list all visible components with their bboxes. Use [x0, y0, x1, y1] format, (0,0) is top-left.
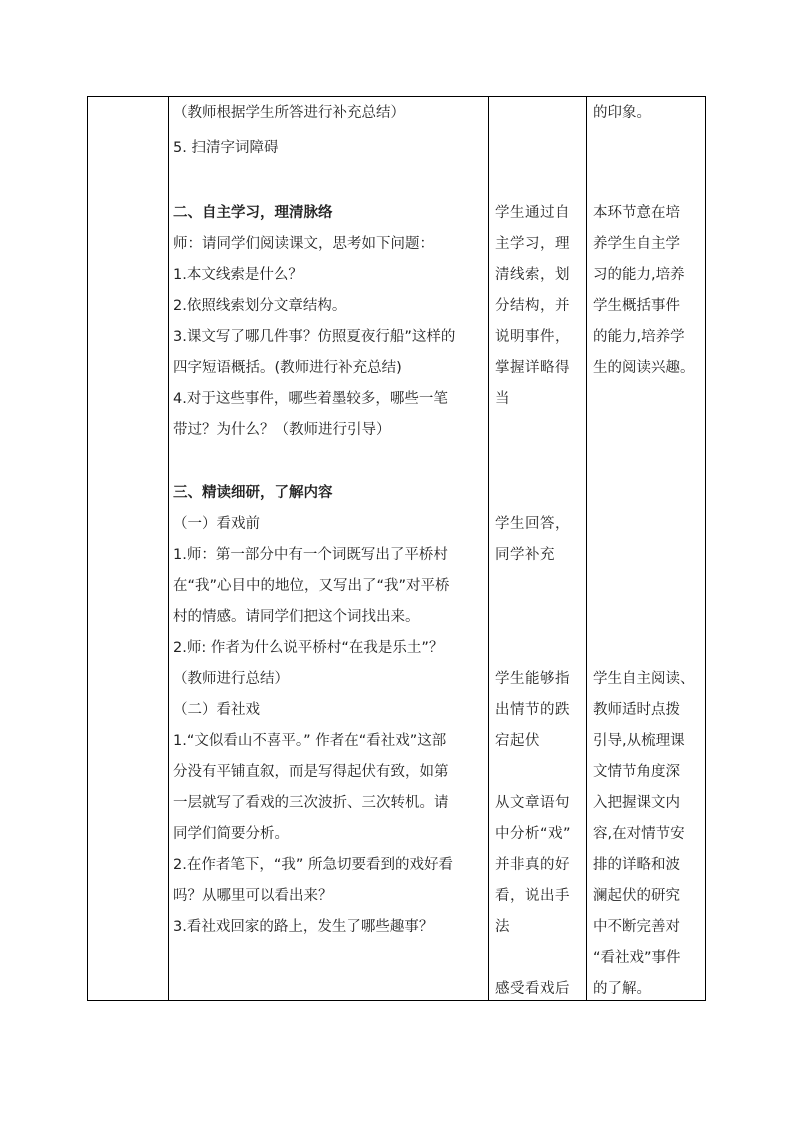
- student-activity-line: 感受看戏后: [495, 981, 570, 997]
- process-text-line: 一层就写了看戏的三次波折、三次转机。请: [173, 795, 449, 811]
- process-text-line: 四字短语概括。(教师进行补充总结): [173, 360, 402, 376]
- design-intent-line: 引导,从梳理课: [593, 733, 685, 749]
- process-text-line: 4.对于这些事件，哪些着墨较多，哪些一笔: [173, 391, 448, 407]
- student-activity-line: 主学习，理: [495, 236, 570, 252]
- column-divider: [168, 97, 169, 1000]
- student-activity-line: 说明事件，: [495, 329, 570, 345]
- student-activity-line: 分结构，并: [495, 298, 570, 314]
- process-text-line: 3.课文写了哪几件事？仿照夏夜行船”这样的: [173, 329, 456, 345]
- design-intent-line: 本环节意在培: [593, 205, 680, 221]
- process-text-line: （二）看社戏: [173, 702, 260, 718]
- design-intent-line: 教师适时点拨: [593, 702, 680, 718]
- process-text-line: 2.依照线索划分文章结构。: [173, 298, 347, 314]
- student-activity-line: 法: [495, 919, 510, 935]
- design-intent-line: 学生自主阅读、: [593, 671, 695, 687]
- student-activity-line: 看，说出手: [495, 888, 570, 904]
- design-intent-line: 学生概括事件: [593, 298, 680, 314]
- design-intent-line: 入把握课文内: [593, 795, 680, 811]
- student-activity-line: 从文章语句: [495, 795, 570, 811]
- student-activity-line: 中分析“戏”: [495, 826, 572, 842]
- student-activity-line: 学生能够指: [495, 671, 570, 687]
- design-intent-line: 排的详略和波: [593, 857, 680, 873]
- column-divider: [586, 97, 587, 1000]
- design-intent-line: 澜起伏的研究: [593, 888, 680, 904]
- phase-column: [88, 97, 168, 1000]
- process-text-line: （教师进行总结）: [173, 671, 289, 687]
- design-intent-line: “看社戏”事件: [593, 950, 681, 966]
- student-activity-line: 宕起伏: [495, 733, 540, 749]
- process-text-line: 1.“文似看山不喜平。” 作者在“看社戏”这部: [173, 733, 447, 749]
- design-intent-column: [593, 97, 705, 1000]
- process-text-line: 二、自主学习，理清脉络: [173, 205, 333, 221]
- process-text-line: 2.师: 作者为什么说平桥村“在我是乐土”？: [173, 640, 444, 656]
- teaching-process-column: [173, 97, 483, 1000]
- process-text-line: 带过？为什么？（教师进行引导）: [173, 422, 391, 438]
- student-activity-line: 掌握详略得: [495, 360, 570, 376]
- process-text-line: 5. 扫清字词障碍: [173, 140, 279, 156]
- design-intent-line: 习的能力,培养: [593, 267, 685, 283]
- process-text-line: （教师根据学生所答进行补充总结）: [173, 105, 405, 121]
- design-intent-line: 中不断完善对: [593, 919, 680, 935]
- student-activity-line: 同学补充: [495, 547, 555, 563]
- process-text-line: 分没有平铺直叙，而是写得起伏有致，如第: [173, 764, 449, 780]
- process-text-line: 1.本文线索是什么？: [173, 267, 303, 283]
- lesson-plan-table: [87, 96, 706, 1001]
- process-text-line: 师：请同学们阅读课文，思考如下问题：: [173, 236, 434, 252]
- student-activity-line: 当: [495, 391, 510, 407]
- process-text-line: 1.师：第一部分中有一个词既写出了平桥村: [173, 547, 448, 563]
- design-intent-line: 的印象。: [593, 105, 651, 121]
- student-activity-column: [495, 97, 583, 1000]
- process-text-line: （一）看戏前: [173, 516, 260, 532]
- process-text-line: 村的情感。请同学们把这个词找出来。: [173, 609, 420, 625]
- student-activity-line: 清线索，划: [495, 267, 570, 283]
- design-intent-line: 的了解。: [593, 981, 651, 997]
- design-intent-line: 的能力,培养学: [593, 329, 685, 345]
- design-intent-line: 文情节角度深: [593, 764, 680, 780]
- student-activity-line: 并非真的好: [495, 857, 570, 873]
- student-activity-line: 出情节的跌: [495, 702, 570, 718]
- design-intent-line: 养学生自主学: [593, 236, 680, 252]
- student-activity-line: 学生回答，: [495, 516, 570, 532]
- student-activity-line: 学生通过自: [495, 205, 570, 221]
- process-text-line: 同学们简要分析。: [173, 826, 289, 842]
- process-text-line: 吗？从哪里可以看出来？: [173, 888, 333, 904]
- process-text-line: 在“我”心目中的地位，又写出了“我”对平桥: [173, 578, 450, 594]
- process-text-line: 3.看社戏回家的路上，发生了哪些趣事？: [173, 919, 434, 935]
- process-text-line: 三、精读细研，了解内容: [173, 485, 333, 501]
- design-intent-line: 容,在对情节安: [593, 826, 685, 842]
- design-intent-line: 生的阅读兴趣。: [593, 360, 695, 376]
- process-text-line: 2.在作者笔下，“我” 所急切要看到的戏好看: [173, 857, 453, 873]
- column-divider: [488, 97, 489, 1000]
